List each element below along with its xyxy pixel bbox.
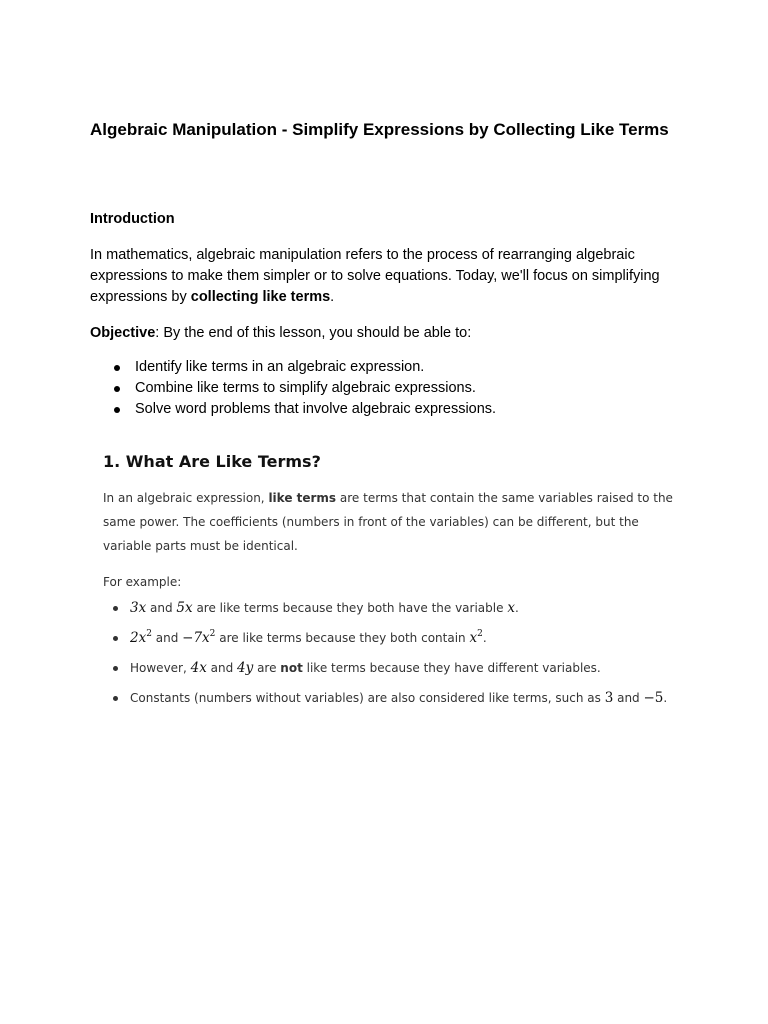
definition-bold: like terms	[268, 491, 337, 505]
definition-text: In an algebraic expression,	[103, 491, 269, 505]
math-base: 2x	[130, 630, 147, 646]
objective-label: Objective	[90, 325, 156, 341]
examples-list	[103, 598, 683, 708]
objective-line	[90, 323, 680, 343]
example-text: and	[613, 691, 644, 705]
list-item	[103, 688, 683, 708]
math-number: 3	[604, 690, 614, 706]
example-text: Constants (numbers without variables) are also considered like terms, such as	[130, 691, 605, 705]
math-exponent: 2	[209, 629, 216, 639]
goals-list	[90, 357, 496, 420]
example-text: are like terms because they both have the variable	[192, 601, 508, 615]
bullet-icon	[114, 386, 120, 392]
objective-text: : By the end of this lesson, you should be able to:	[155, 325, 472, 341]
list-item	[103, 628, 683, 648]
like-terms-section	[103, 450, 683, 718]
math-base: x	[469, 630, 478, 646]
example-text: are like terms because they both contain	[215, 631, 470, 645]
for-example-label: For example:	[103, 575, 182, 589]
example-text: and	[206, 661, 238, 675]
intro-text-end: .	[330, 289, 335, 305]
math-term: 3x	[130, 600, 147, 616]
introduction-heading: Introduction	[90, 211, 175, 227]
math-term: 5x	[176, 600, 193, 616]
math-base: −7x	[182, 630, 210, 646]
introduction-paragraph	[90, 245, 680, 308]
list-item	[90, 399, 496, 420]
goal-text: Identify like terms in an algebraic expression.	[135, 359, 425, 375]
intro-text: In mathematics, algebraic manipulation refers to the process of rearranging algebraic expressions to make them simpler or to solve equations. Today, we'll focus on simplifying expressions by	[90, 247, 660, 305]
example-text: and	[146, 601, 177, 615]
example-text: However,	[130, 661, 191, 675]
goal-text: Combine like terms to simplify algebraic expressions.	[135, 380, 476, 396]
goal-text: Solve word problems that involve algebraic expressions.	[135, 401, 497, 417]
list-item	[90, 378, 496, 399]
bullet-icon	[113, 696, 118, 701]
math-term	[130, 630, 152, 646]
list-item	[90, 357, 496, 378]
math-exponent: 2	[477, 629, 483, 639]
example-text: are	[253, 661, 281, 675]
example-text: .	[514, 601, 519, 615]
bullet-icon	[114, 407, 120, 413]
definition-paragraph	[103, 486, 673, 558]
example-bold: not	[280, 661, 303, 675]
math-variable: x	[507, 600, 515, 616]
math-term	[182, 630, 215, 646]
list-item	[103, 598, 683, 618]
example-text: and	[151, 631, 183, 645]
math-term: 4x	[190, 660, 207, 676]
math-exponent: 2	[146, 629, 152, 639]
example-text: like terms because they have different variables.	[302, 661, 601, 675]
bullet-icon	[113, 666, 118, 671]
example-text: .	[663, 691, 668, 705]
list-item	[103, 658, 683, 678]
example-text: .	[482, 631, 487, 645]
bullet-icon	[114, 365, 120, 371]
math-term: 4y	[237, 660, 254, 676]
definition-text-rest: are terms that contain the same variables raised to the same power. The coefficients (numbers in front of the variables) can be different, but the variable parts must be identical.	[103, 491, 673, 553]
bullet-icon	[113, 606, 118, 611]
math-number: −5	[643, 690, 664, 706]
document-title: Algebraic Manipulation - Simplify Expressions by Collecting Like Terms	[90, 120, 669, 139]
math-variable	[469, 630, 482, 646]
section-heading: 1. What Are Like Terms?	[103, 452, 321, 471]
bullet-icon	[113, 636, 118, 641]
intro-bold-phrase: collecting like terms	[190, 289, 331, 305]
